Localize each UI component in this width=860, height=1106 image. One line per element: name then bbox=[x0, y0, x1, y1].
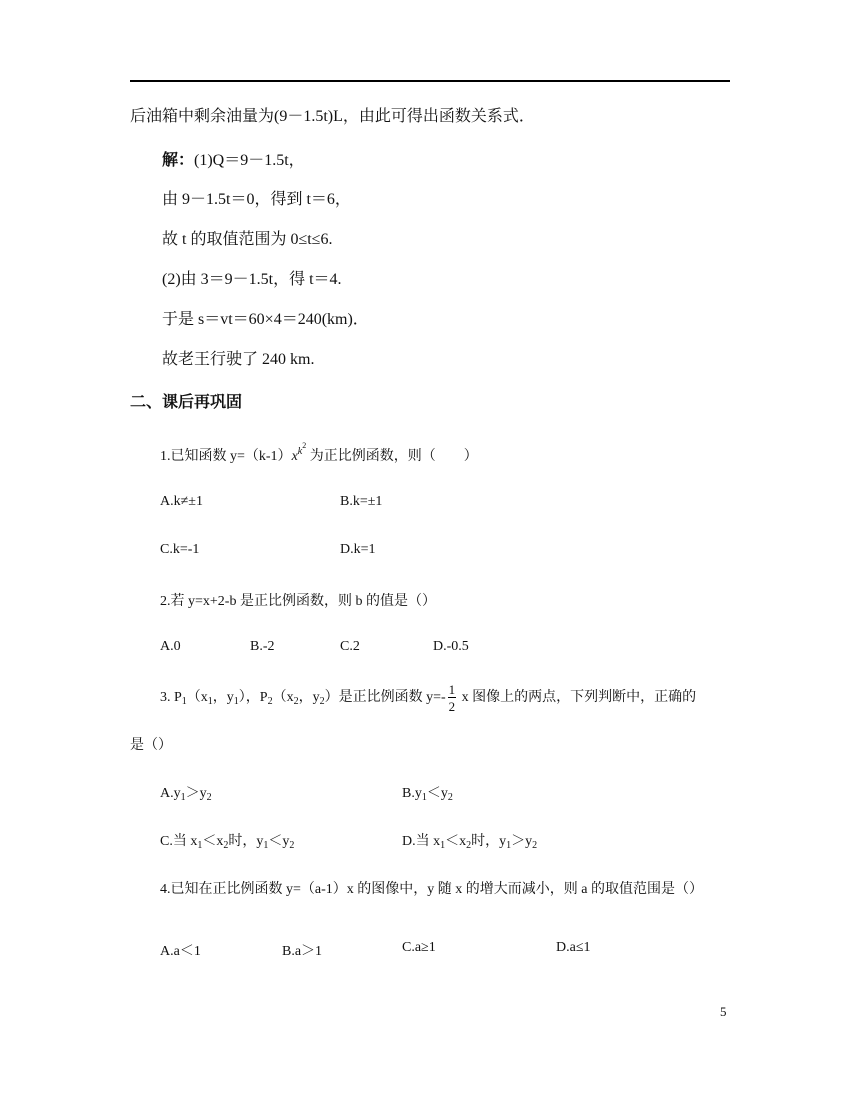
question-2-stem: 2.若 y=x+2-b 是正比例函数，则 b 的值是（） bbox=[160, 594, 436, 609]
q2-option-c[interactable]: C.2 bbox=[340, 639, 360, 654]
q3-option-a[interactable]: $A.y_1>y_2$ bbox=[160, 786, 212, 803]
solution-label: 解： bbox=[162, 152, 195, 169]
section-heading: 二、课后再巩固 bbox=[130, 394, 243, 411]
header-rule bbox=[130, 80, 730, 82]
q1-power-base: x bbox=[291, 449, 298, 464]
solution-step-1 bbox=[162, 147, 305, 170]
solution-step-6: 故老王行驶了 240 km. bbox=[162, 351, 315, 368]
question-1-stem bbox=[160, 441, 478, 465]
solution-step-3: 故 t 的取值范围为 0≤t≤6. bbox=[162, 231, 333, 248]
question-4-stem: 4.已知在正比例函数 y=（a-1）x 的图像中，y 随 x 的增大而减小，则 a 的取值范围是（） bbox=[160, 882, 703, 897]
q1-stem-part-a: 1.已知函数 y=（k-1） bbox=[160, 449, 292, 464]
q4-option-c[interactable]: C.a≥1 bbox=[402, 940, 436, 955]
solution-step-2: 由 9－1.5t＝0，得到 t＝6， bbox=[162, 191, 351, 208]
solution-step-1-text: (1)Q＝9－1.5t， bbox=[194, 152, 305, 169]
q4-option-b[interactable]: B.a＞1 bbox=[282, 944, 323, 959]
question-3-stem: 3. $P_1(x_1$，$y_1$），$P_2(x_2$，$y_2$）是正比例函数 y=- $\frac{1}{2}$ x 图像上的两点，下列判断中，正确的 bbox=[160, 682, 697, 714]
q1-power-exp: k2 bbox=[297, 441, 307, 457]
q1-option-a[interactable]: A.k≠±1 bbox=[160, 494, 203, 509]
q2-option-b[interactable]: B.-2 bbox=[250, 639, 275, 654]
q3-option-d[interactable]: D.当 $x_1<x_2$时，$y_1>y_2$ bbox=[402, 834, 538, 851]
q1-stem-part-b: 为正比例函数，则（ ） bbox=[306, 449, 478, 464]
q1-option-c[interactable]: C.k=-1 bbox=[160, 542, 200, 557]
q1-option-b[interactable]: B.k=±1 bbox=[340, 494, 383, 509]
q2-option-a[interactable]: A.0 bbox=[160, 639, 181, 654]
question-3-stem-cont: 是（） bbox=[130, 738, 172, 753]
context-line: 后油箱中剩余油量为(9－1.5t)L，由此可得出函数关系式． bbox=[130, 108, 535, 125]
q4-option-a[interactable]: A.a＜1 bbox=[160, 944, 201, 959]
solution-step-4: (2)由 3＝9－1.5t，得 t＝4. bbox=[162, 271, 342, 288]
solution-step-5: 于是 s＝vt＝60×4＝240(km)． bbox=[162, 311, 369, 328]
q2-option-d[interactable]: D.-0.5 bbox=[433, 639, 469, 654]
q3-option-c[interactable]: C.当 $x_1<x_2$时，$y_1<y_2$ bbox=[160, 834, 295, 851]
page-number: 5 bbox=[720, 1004, 727, 1019]
q1-option-d[interactable]: D.k=1 bbox=[340, 542, 376, 557]
q4-option-d[interactable]: D.a≤1 bbox=[556, 940, 591, 955]
q3-fraction: $\frac{1}{2}$ bbox=[448, 682, 456, 714]
q3-option-b[interactable]: $B.y_1<y_2$ bbox=[402, 786, 453, 803]
